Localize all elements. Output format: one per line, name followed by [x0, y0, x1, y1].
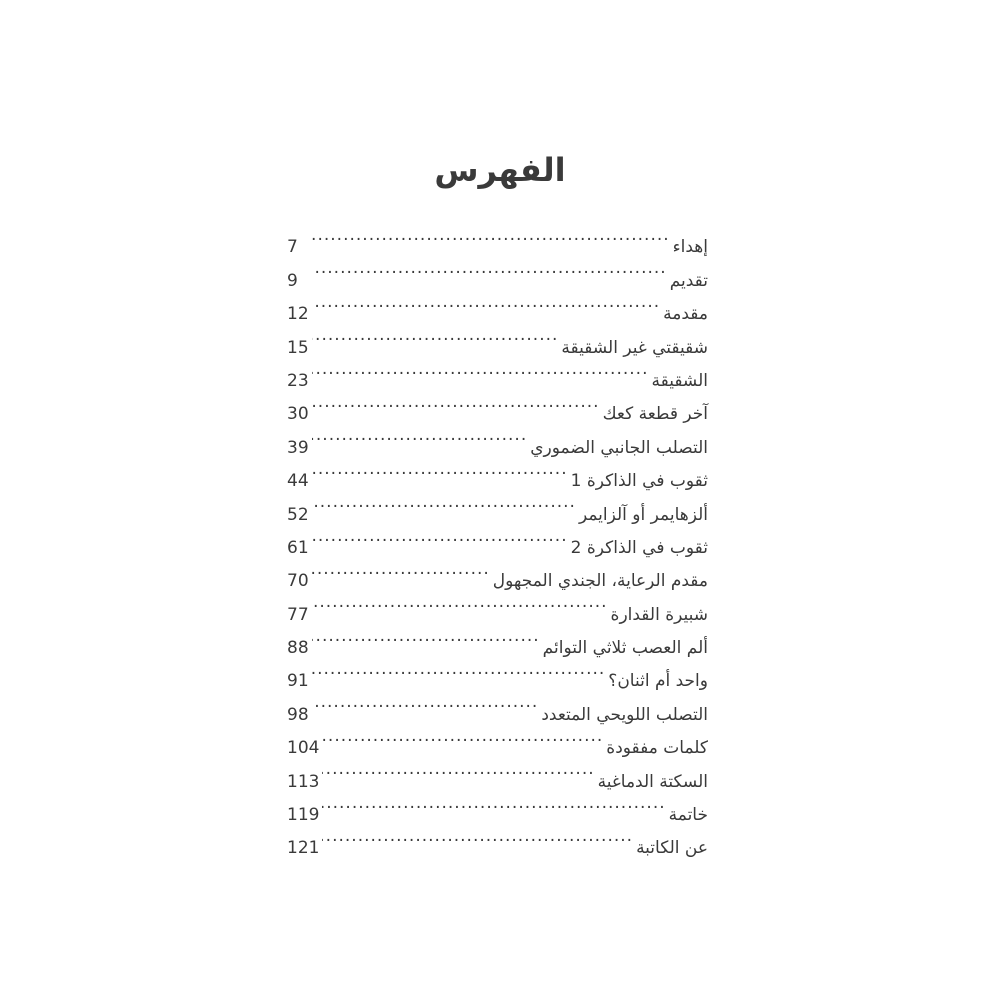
toc-entry-page: 91: [287, 671, 309, 692]
dot-leader: [312, 620, 540, 653]
toc-entry-page: 44: [287, 471, 309, 492]
dot-leader: [312, 553, 490, 586]
toc-entry: [287, 787, 708, 826]
toc-entry-title: التصلب الجانبي الضموري: [530, 437, 708, 458]
toc-entry-page: 9: [287, 270, 298, 291]
table-of-contents: [287, 219, 708, 859]
dot-leader: [322, 720, 603, 753]
toc-entry: [287, 353, 708, 391]
toc-entry-title: ثقوب في الذاكرة 1: [570, 471, 708, 492]
dot-leader: [312, 686, 538, 719]
toc-entry-title: شقيقتي غير الشقيقة: [561, 337, 708, 358]
toc-entry-page: 121: [287, 838, 320, 859]
toc-entry-page: 23: [287, 370, 309, 391]
toc-entry-title: كلمات مفقودة: [606, 738, 708, 759]
toc-entry-page: 77: [287, 604, 309, 625]
dot-leader: [312, 319, 558, 352]
toc-entry-title: مقدمة: [663, 304, 708, 325]
toc-entry: [287, 219, 708, 258]
toc-entry-title: السكتة الدماغية: [597, 771, 708, 792]
dot-leader: [322, 787, 665, 820]
dot-leader: [312, 520, 568, 553]
toc-entry-page: 15: [287, 337, 309, 358]
toc-entry-title: مقدم الرعاية، الجندي المجهول: [492, 571, 708, 592]
toc-entry-page: 30: [287, 404, 309, 425]
toc-entry-title: واحد أم اثنان؟: [608, 671, 708, 692]
toc-entry: [287, 386, 708, 425]
toc-entry-page: 119: [287, 805, 320, 826]
dot-leader: [312, 386, 600, 419]
toc-entry-title: شبيرة القدارة: [610, 604, 708, 625]
toc-entry: [287, 319, 708, 358]
dot-leader: [322, 753, 594, 786]
toc-entry-page: 7: [287, 237, 298, 258]
dot-leader: [312, 453, 568, 486]
toc-entry-page: 39: [287, 437, 309, 458]
dot-leader: [322, 820, 633, 853]
dot-leader: [312, 353, 648, 386]
toc-entry: [287, 286, 708, 325]
toc-entry-title: إهداء: [672, 237, 708, 258]
toc-entry-title: آخر قطعة كعك: [602, 404, 708, 425]
toc-entry-page: 88: [287, 638, 309, 659]
toc-entry-title: عن الكاتبة: [636, 838, 708, 859]
dot-leader: [312, 419, 527, 452]
toc-entry-page: 61: [287, 537, 309, 558]
toc-entry-title: تقديم: [669, 270, 708, 291]
toc-entry-page: 113: [287, 771, 320, 792]
dot-leader: [312, 286, 660, 319]
toc-entry-title: الشقيقة: [651, 370, 708, 391]
toc-entry: [287, 252, 708, 291]
toc-entry-title: ألم العصب ثلاثي التوائم: [542, 638, 708, 659]
toc-entry-title: التصلب اللويحي المتعدد: [541, 704, 708, 725]
toc-entry-page: 104: [287, 738, 320, 759]
dot-leader: [312, 486, 576, 519]
toc-entry-page: 52: [287, 504, 309, 525]
toc-entry-title: ثقوب في الذاكرة 2: [570, 537, 708, 558]
dot-leader: [312, 586, 608, 619]
toc-entry-page: 98: [287, 704, 309, 725]
toc-entry-title: ألزهايمر أو آلزايمر: [578, 504, 708, 525]
page-title: الفهرس: [434, 151, 566, 189]
dot-leader: [312, 252, 667, 285]
toc-entry-title: خاتمة: [668, 805, 708, 826]
toc-entry-page: 70: [287, 571, 309, 592]
dot-leader: [312, 219, 670, 252]
toc-entry-page: 12: [287, 304, 309, 325]
dot-leader: [312, 653, 605, 686]
toc-entry: [287, 820, 708, 859]
